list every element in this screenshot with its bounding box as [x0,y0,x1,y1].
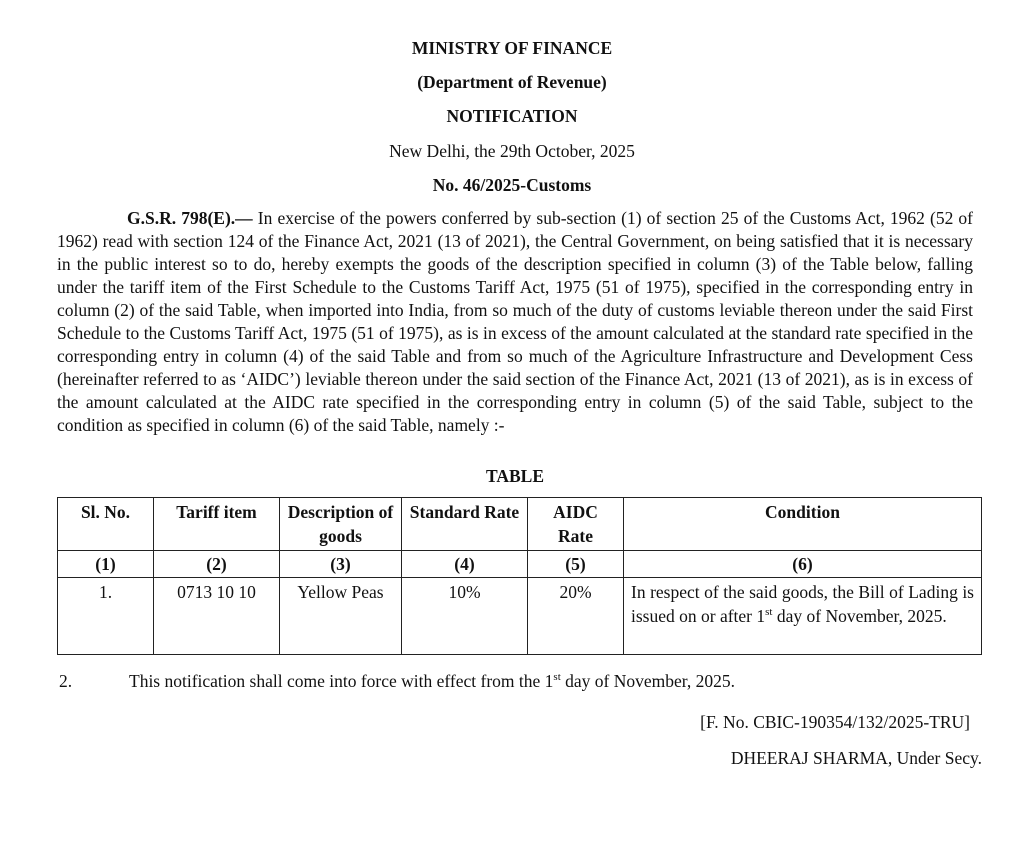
cell-standard-rate: 10% [402,578,528,655]
column-number: (4) [402,551,528,578]
notification-date: New Delhi, the 29th October, 2025 [389,141,635,161]
notification-heading: NOTIFICATION [446,106,578,126]
notification-number: No. 46/2025-Customs [432,175,592,195]
header-aidc-rate: AIDC Rate [528,498,624,551]
cell-tariff-item: 0713 10 10 [154,578,280,655]
exemption-table [57,497,982,655]
header-condition: Condition [624,498,982,551]
paragraph-1 [57,207,973,437]
paragraph-1-text: In exercise of the powers conferred by sub-section (1) of section 25 of the Customs Act, 1962 (52 of 1962) read with section 124 of the Finance Act, 2021 (13 of 2021), the Central Government, on being satisfied that it is necessary in the public interest so to do, hereby exempts the goods of the description specified in column (3) of the Table below, falling under the tariff item of the First Schedule to the Customs Tariff Act, 1975 (51 of 1975), specified in the corresponding entry in column (2) of the said Table, when imported into India, from so much of the duty of customs leviable thereon under the said First Schedule to the Customs Tariff Act, 1975 (51 of 1975), as is in excess of the amount calculated at the standard rate specified in the corresponding entry in column (4) of the said Table and from so much of the Agriculture Infrastructure and Development Cess (hereinafter referred to as ‘AIDC’) leviable thereon under the said section of the Finance Act, 2021 (13 of 2021), as is in excess of the amount calculated at the AIDC rate specified in the corresponding entry in column (5) of the said Table, subject to the condition as specified in column (6) of the said Table, namely :- [57,208,974,435]
cell-sl-no: 1. [58,578,154,655]
paragraph-2-number: 2. [59,671,73,691]
condition-text-end: day of November, 2025. [772,606,947,626]
header-sl-no: Sl. No. [58,498,154,551]
column-number-row [58,551,982,578]
department-heading: (Department of Revenue) [417,72,607,92]
header-standard-rate: Standard Rate [402,498,528,551]
paragraph-2-text-end: day of November, 2025. [560,671,736,691]
table-title: TABLE [485,466,545,486]
ministry-heading: MINISTRY OF FINANCE [411,38,613,58]
gsr-number: G.S.R. 798(E).— [127,208,253,228]
column-number: (5) [528,551,624,578]
condition-text: In respect of the said goods, the Bill of Lading is issued on or after 1 [631,582,974,626]
table-header-row [58,498,982,551]
header-description: Description of goods [280,498,402,551]
header-tariff-item: Tariff item [154,498,280,551]
file-number: [F. No. CBIC-190354/132/2025-TRU] [700,712,970,732]
cell-description: Yellow Peas [280,578,402,655]
column-number: (6) [624,551,982,578]
table-row [58,578,982,655]
signatory: DHEERAJ SHARMA, Under Secy. [730,748,982,768]
condition-superscript: st [765,606,773,619]
column-number: (3) [280,551,402,578]
paragraph-2-text: This notification shall come into force with effect from the 1 [129,671,554,691]
column-number: (2) [154,551,280,578]
cell-condition [624,578,982,655]
paragraph-2 [59,670,735,692]
column-number: (1) [58,551,154,578]
cell-aidc-rate: 20% [528,578,624,655]
paragraph-2-superscript: st [553,671,561,684]
